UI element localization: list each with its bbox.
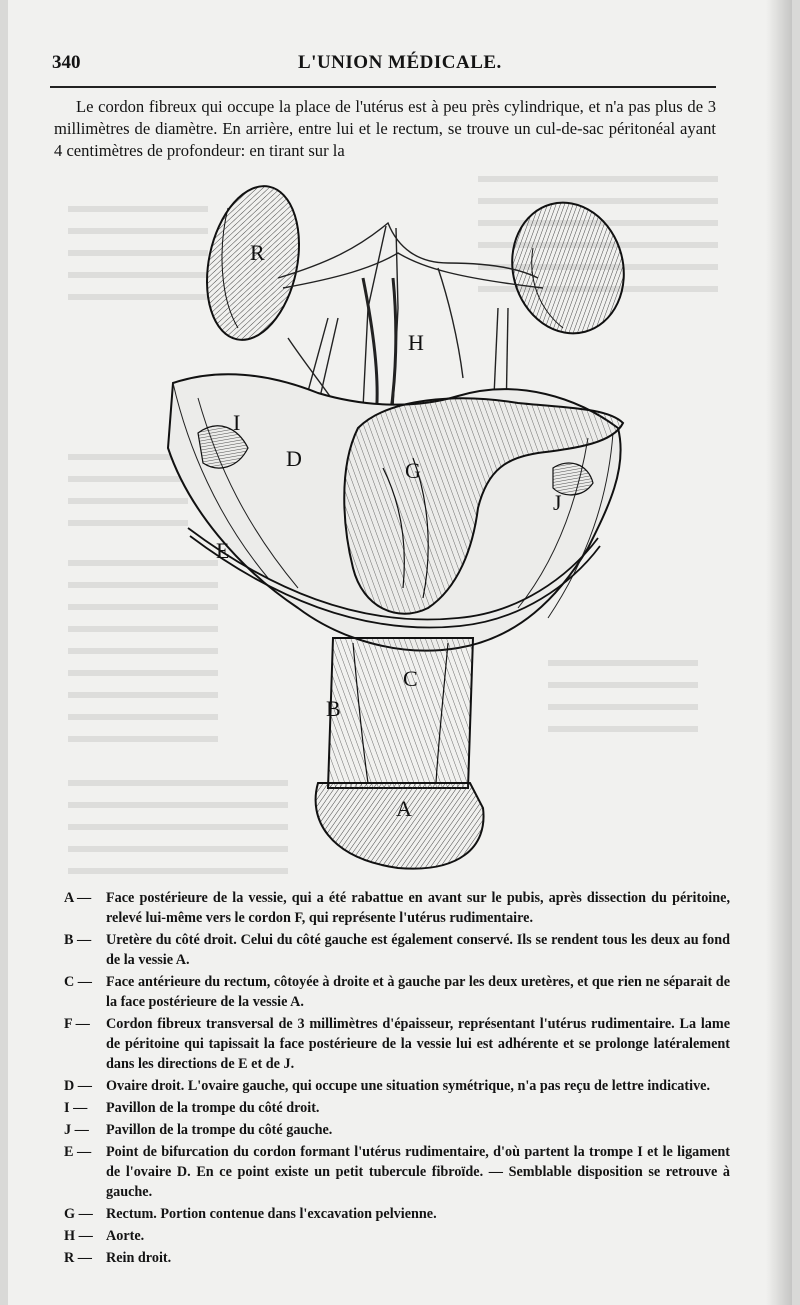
legend-text: Pavillon de la trompe du côté droit. [106,1100,320,1116]
label-e: E [216,538,230,563]
running-title: L'UNION MÉDICALE. [298,52,502,73]
legend-text: Rectum. Portion contenue dans l'excavation pelvienne. [106,1206,437,1222]
page-header [8,50,792,80]
legend-key: G — [64,1206,93,1222]
page-number: 340 [52,52,81,73]
legend-item [64,1076,730,1096]
intro-paragraph: Le cordon fibreux qui occupe la place de l'utérus est à peu près cylindrique, et n'a pas plus de 3 millimètres de diamètre. En arrière, entre lui et le rectum, se trouve un cul-de-sac péritonéal ayant 4 centimètres de profondeur: en tirant sur la [54,97,716,160]
legend-item [64,1142,730,1202]
label-a: A [396,796,412,821]
label-b: B [326,696,341,721]
legend-text: Point de bifurcation du cordon formant l'utérus rudimentaire, d'où partent la trompe I et le ligament de l'ovaire D. En ce point existe un petit tubercule fibroïde. — Semblable disposition se retrouve à gauche. [106,1144,730,1200]
legend-key: H — [64,1228,93,1244]
legend-item [64,1226,730,1246]
legend-text: Pavillon de la trompe du côté gauche. [106,1122,333,1138]
legend-key: A — [64,890,92,906]
page-edge-shadow [766,0,792,1305]
legend-text: Uretère du côté droit. Celui du côté gauche est également conservé. Ils se rendent tous les deux au fond de la vessie A. [106,932,730,968]
legend-item [64,1120,730,1140]
label-h: H [408,330,424,355]
label-d: D [286,446,302,471]
legend-text: Face postérieure de la vessie, qui a été rabattue en avant sur le pubis, après dissection du péritoine, relevé lui-même vers le cordon F, qui représente l'utérus rudimentaire. [106,890,730,926]
legend-text: Rein droit. [106,1250,172,1266]
legend-item [64,1204,730,1224]
figure-legend [64,888,730,1270]
legend-item [64,888,730,928]
label-r: R [250,240,265,265]
legend-key: E — [64,1144,92,1160]
anatomical-illustration [158,168,638,883]
legend-key: I — [64,1100,88,1116]
legend-key: J — [64,1122,89,1138]
legend-text: Face antérieure du rectum, côtoyée à droite et à gauche par les deux uretères, et que rien ne séparait de la face postérieure de la vessie A. [106,974,730,1010]
legend-text: Ovaire droit. L'ovaire gauche, qui occupe une situation symétrique, n'a pas reçu de lettre indicative. [106,1078,711,1094]
legend-item [64,1098,730,1118]
label-i: I [233,410,241,435]
legend-text: Cordon fibreux transversal de 3 millimètres d'épaisseur, représentant l'utérus rudimentaire. La lame de péritoine qui tapissait la face postérieure de la vessie lui est adhérente et se prolonge latéralement dans les directions de E et de J. [106,1016,730,1072]
legend-key: R — [64,1250,92,1266]
document-page [8,0,792,1305]
legend-key: F — [64,1016,90,1032]
legend-key: D — [64,1078,92,1094]
bladder-and-lower-rectum [316,638,484,869]
legend-key: B — [64,932,92,948]
legend-key: C — [64,974,92,990]
legend-item [64,1248,730,1268]
header-rule [50,86,716,88]
left-kidney [498,190,638,346]
legend-item [64,972,730,1012]
label-g: G [405,458,421,483]
legend-item [64,1014,730,1074]
legend-item [64,930,730,970]
label-j: J [553,490,562,515]
legend-text: Aorte. [106,1228,145,1244]
label-c: C [403,666,418,691]
